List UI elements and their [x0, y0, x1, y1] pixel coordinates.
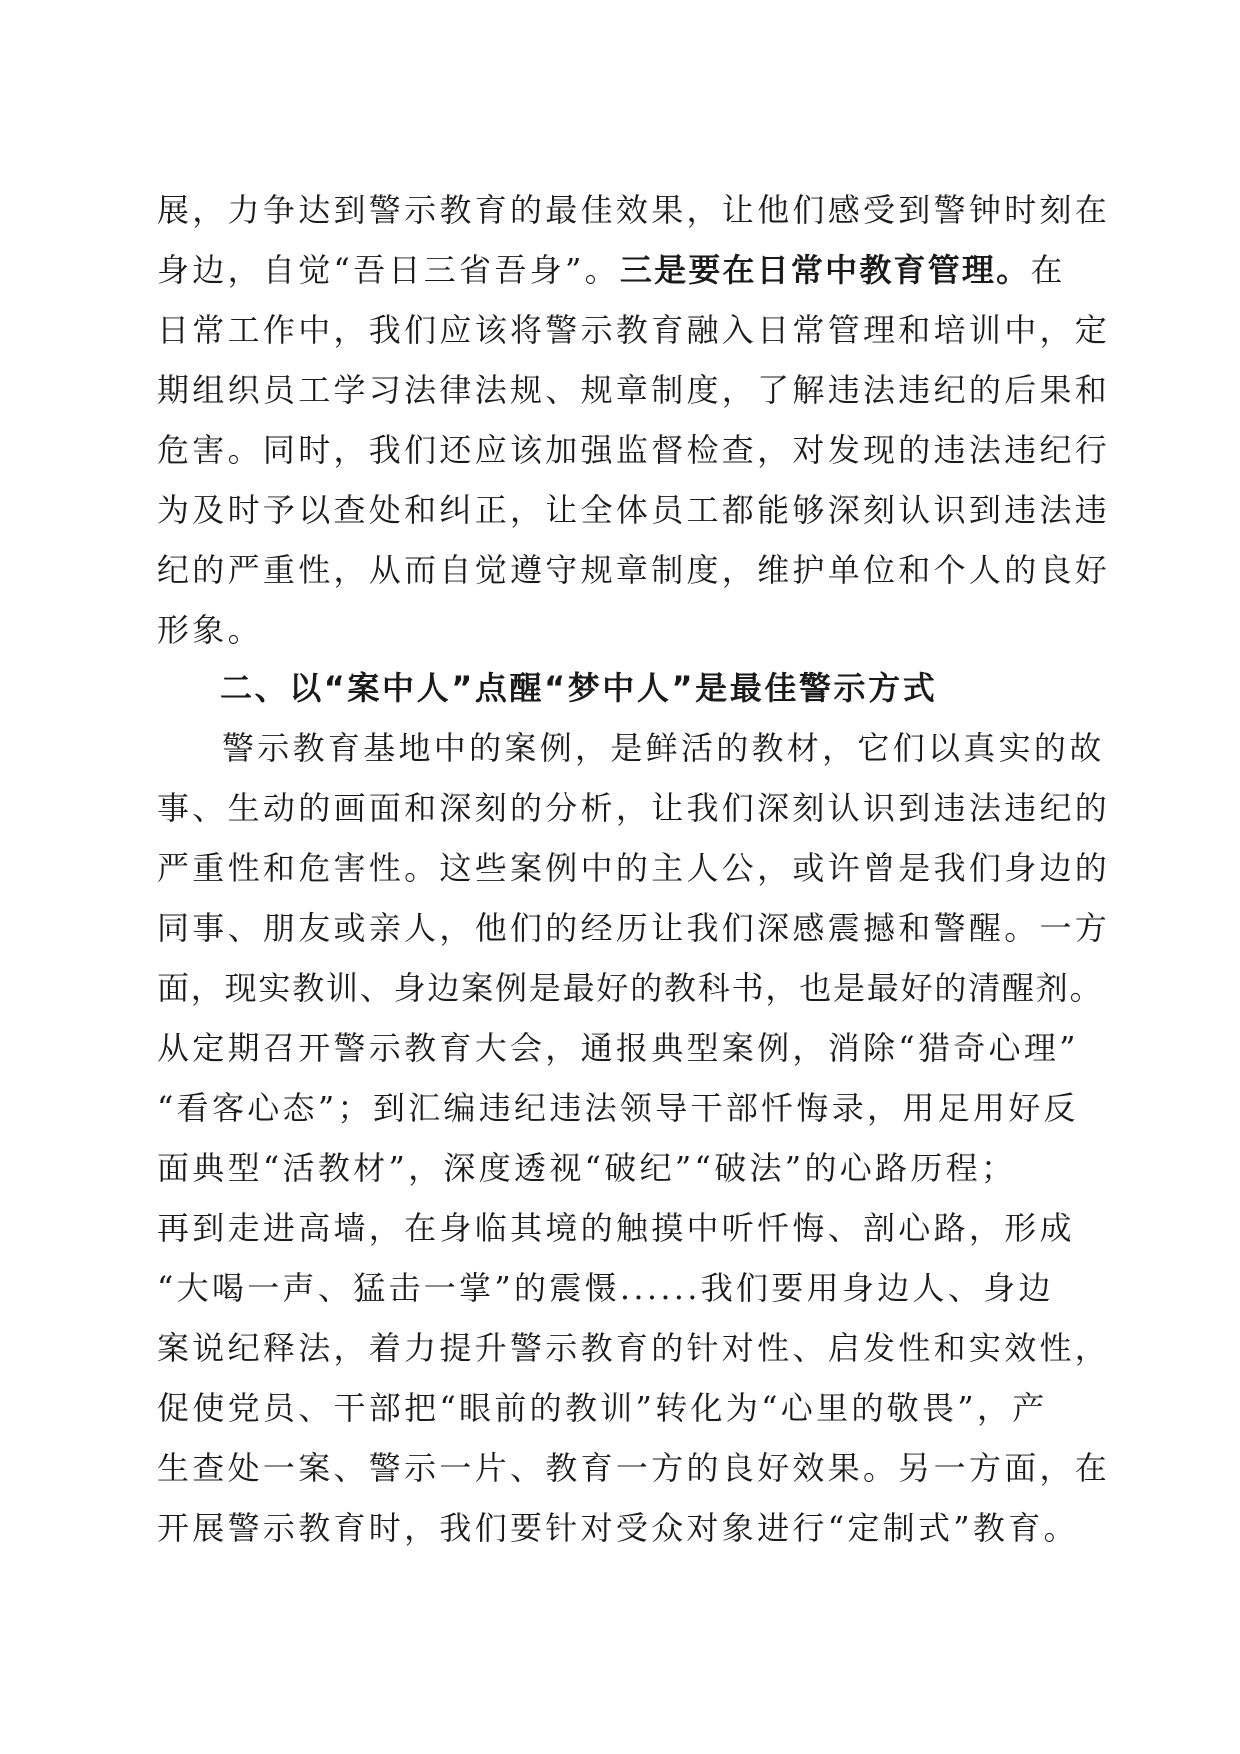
paragraph-line: 面，现实教训、身边案例是最好的教科书，也是最好的清醒剂。: [157, 969, 1104, 1007]
paragraph-line: 期组织员工学习法律法规、规章制度，了解违法违纪的后果和: [157, 371, 1111, 409]
paragraph-line: [157, 250, 1097, 290]
paragraph-line: 生查处一案、警示一片、教育一方的良好效果。另一方面，在: [157, 1449, 1111, 1487]
paragraph-line: 同事、朋友或亲人，他们的经历让我们深感震撼和警醒。一方: [157, 909, 1111, 947]
paragraph-line: 面典型“活教材”，深度透视“破纪”“破法”的心路历程；: [157, 1149, 1017, 1187]
paragraph-line: 警示教育基地中的案例，是鲜活的教材，它们以真实的故: [222, 729, 1105, 767]
paragraph-line: 危害。同时，我们还应该加强监督检查，对发现的违法违纪行: [157, 431, 1111, 469]
paragraph-line: 案说纪释法，着力提升警示教育的针对性、启发性和实效性，: [157, 1329, 1111, 1367]
paragraph-line: 事、生动的画面和深刻的分析，让我们深刻认识到违法违纪的: [157, 789, 1111, 827]
section-heading: 二、以“案中人”点醒“梦中人”是最佳警示方式: [220, 669, 938, 707]
paragraph-line: 形象。: [157, 611, 263, 649]
paragraph-line: 再到走进高墙，在身临其境的触摸中听忏悔、剖心路，形成: [157, 1209, 1075, 1247]
paragraph-text: 身边，自觉“吾日三省吾身”。: [157, 251, 620, 289]
paragraph-line: 促使党员、干部把“眼前的教训”转化为“心里的敬畏”，产: [157, 1389, 1048, 1427]
paragraph-line: “看客心态”；到汇编违纪违法领导干部忏悔录，用足用好反: [157, 1089, 1079, 1127]
paragraph-line: 纪的严重性，从而自觉遵守规章制度，维护单位和个人的良好: [157, 551, 1111, 589]
bold-emphasis: 三是要在日常中教育管理。: [619, 251, 1031, 289]
paragraph-line: 展，力争达到警示教育的最佳效果，让他们感受到警钟时刻在: [157, 191, 1111, 229]
paragraph-text: 在: [1030, 251, 1066, 289]
paragraph-line: 从定期召开警示教育大会，通报典型案例，消除“猎奇心理”: [157, 1029, 1079, 1067]
paragraph-line: 为及时予以查处和纠正，让全体员工都能够深刻认识到违法违: [157, 491, 1111, 529]
paragraph-line: 日常工作中，我们应该将警示教育融入日常管理和培训中，定: [157, 311, 1111, 349]
paragraph-line: 开展警示教育时，我们要针对受众对象进行“定制式”教育。: [157, 1509, 1079, 1547]
paragraph-line: 严重性和危害性。这些案例中的主人公，或许曾是我们身边的: [157, 849, 1111, 887]
paragraph-line: “大喝一声、猛击一掌”的震慑......我们要用身边人、身边: [157, 1269, 1054, 1307]
